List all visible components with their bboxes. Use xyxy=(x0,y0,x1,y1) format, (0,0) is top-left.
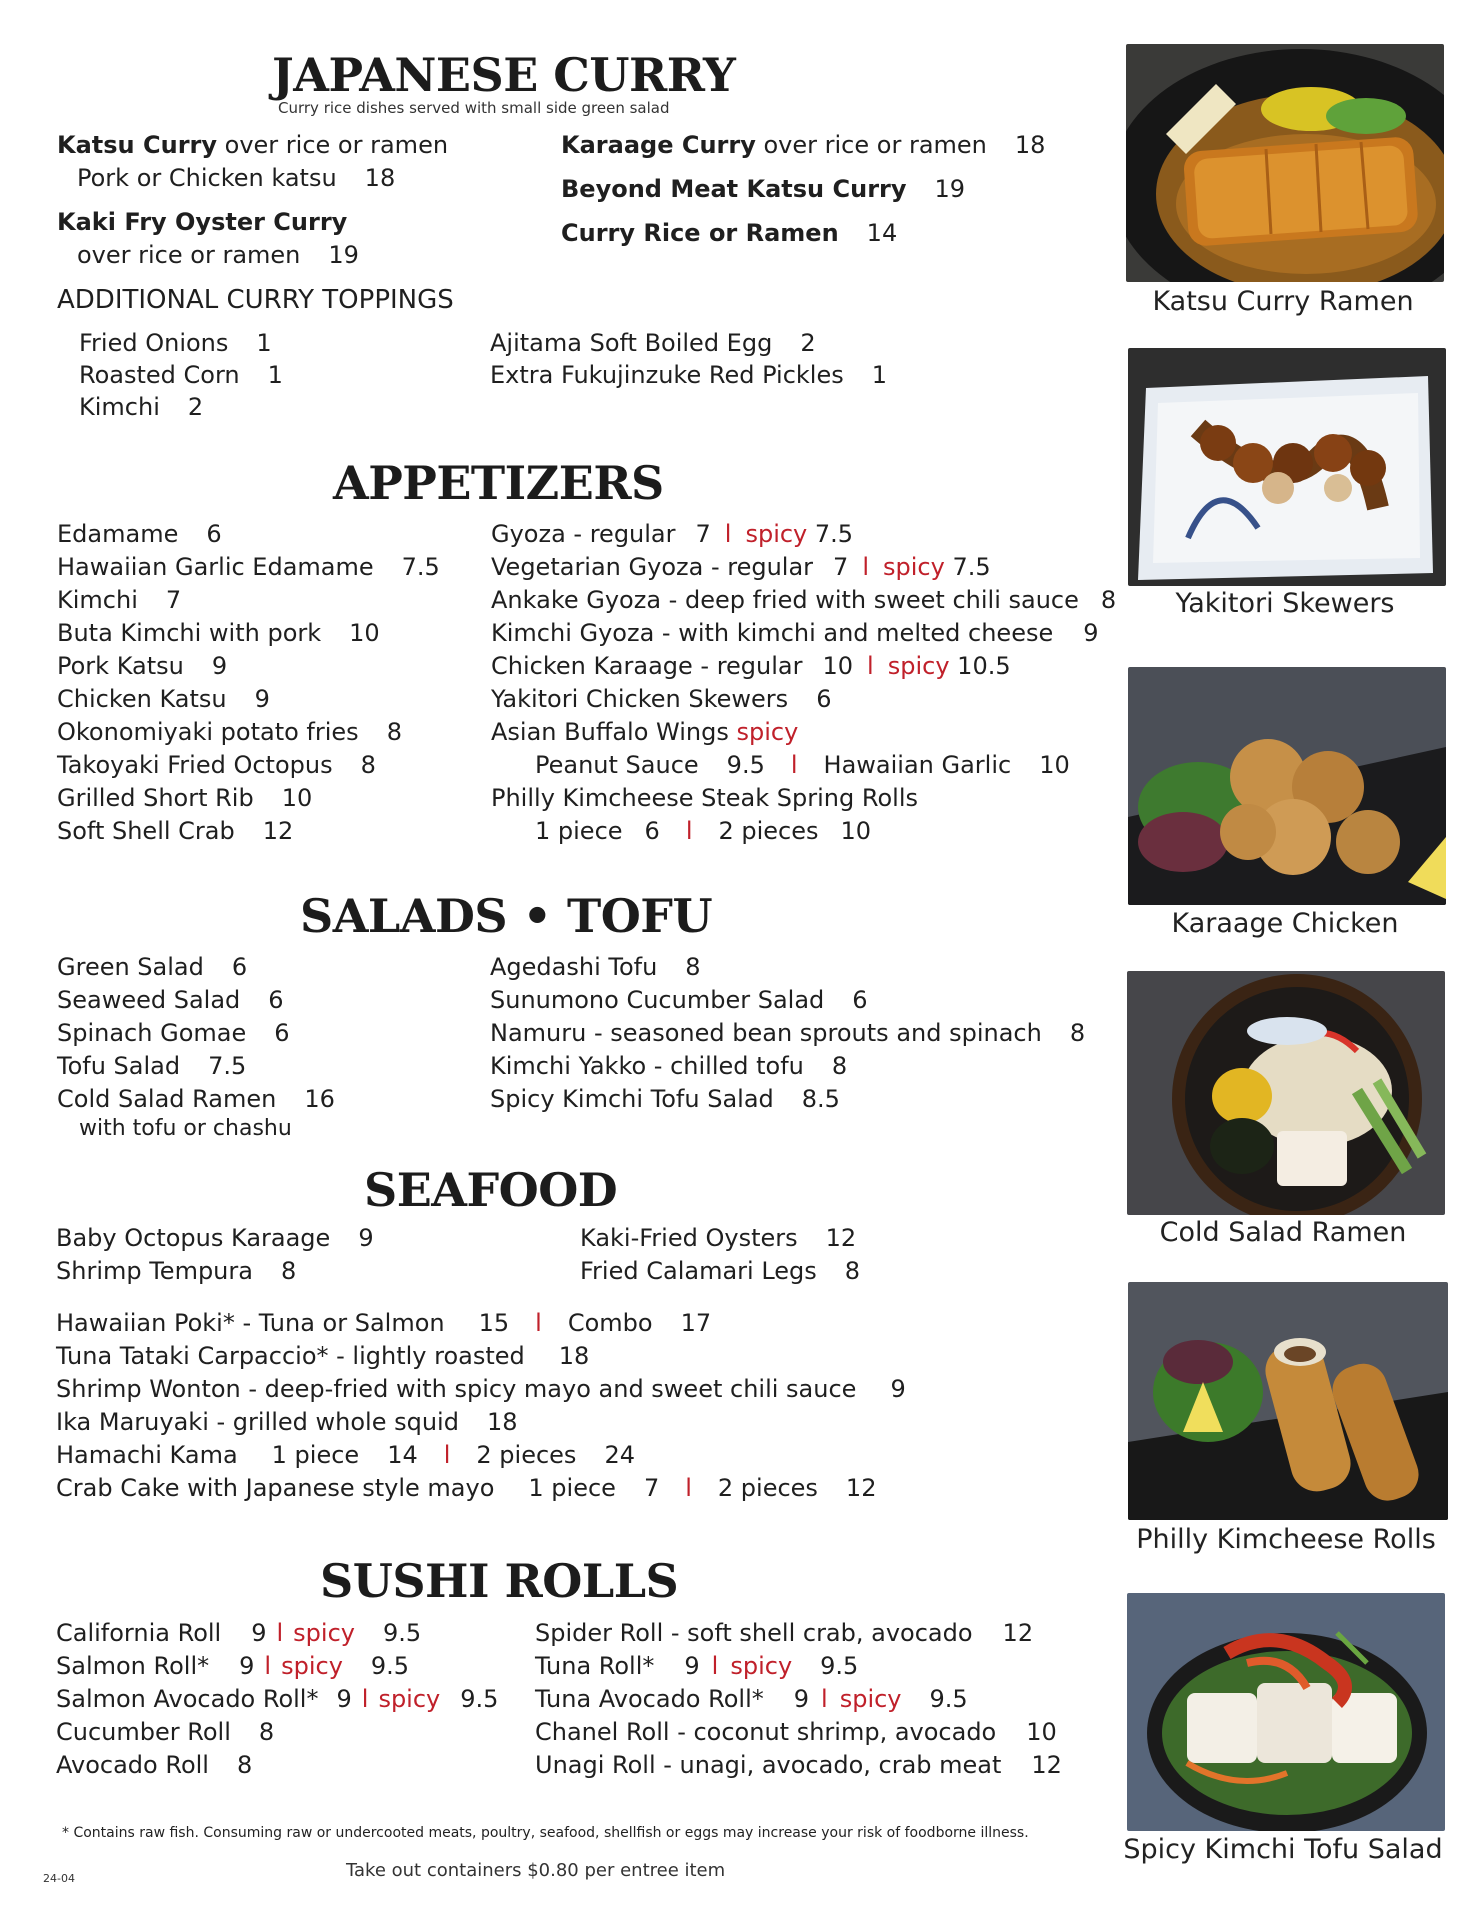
katsu-curry-ramen-photo xyxy=(1126,44,1444,282)
item-name: Ankake Gyoza - deep fried with sweet chili sauce xyxy=(491,586,1079,614)
item-price: 7.5 xyxy=(208,1052,247,1080)
item-name: Buta Kimchi with pork xyxy=(57,619,322,647)
item-name: Chicken Katsu xyxy=(57,685,227,713)
spicy-label: spicy xyxy=(839,1685,902,1713)
item-option: 1 piece xyxy=(271,1441,360,1469)
separator: l xyxy=(821,1685,828,1713)
menu-item xyxy=(56,1307,906,1340)
item-name: Fried Calamari Legs xyxy=(580,1257,817,1285)
item-price: 7 xyxy=(695,520,711,548)
item-price: 19 xyxy=(328,241,359,269)
sushi-title: SUSHI ROLLS xyxy=(320,1554,679,1608)
item-price: 8 xyxy=(360,751,376,779)
item-name: Sunumono Cucumber Salad xyxy=(490,986,825,1014)
item-price: 9 xyxy=(1083,619,1099,647)
item-desc: over rice or ramen xyxy=(763,131,987,159)
item-price: 9 xyxy=(211,652,228,680)
item-price: 6 xyxy=(644,817,660,845)
menu-item xyxy=(56,1340,906,1373)
item-name: Cold Salad Ramen xyxy=(57,1085,277,1113)
sushi-left xyxy=(56,1617,498,1782)
menu-item xyxy=(56,1617,498,1650)
menu-item xyxy=(57,951,335,984)
separator: l xyxy=(790,751,798,779)
spicy-kimchi-tofu-salad-photo xyxy=(1127,1593,1445,1831)
spicy-label: spicy xyxy=(281,1652,343,1680)
menu-item xyxy=(491,617,1116,650)
seafood-list xyxy=(56,1307,906,1505)
item-name: Spider Roll - soft shell crab, avocado xyxy=(535,1619,973,1647)
item-price: 9.5 xyxy=(820,1652,859,1680)
photo-caption: Yakitori Skewers xyxy=(1175,588,1395,619)
item-price: 6 xyxy=(852,986,868,1014)
item-name: Vegetarian Gyoza - regular xyxy=(491,553,814,581)
spicy-label: spicy xyxy=(882,553,945,581)
menu-item xyxy=(57,650,440,683)
separator: l xyxy=(724,520,732,548)
yakitori-skewers-photo xyxy=(1128,348,1446,586)
item-price: 8 xyxy=(844,1257,861,1285)
separator: l xyxy=(264,1652,272,1680)
item-price: 10 xyxy=(822,652,854,680)
item-name: Ajitama Soft Boiled Egg xyxy=(490,329,773,357)
menu-item xyxy=(490,1050,1085,1083)
menu-item xyxy=(490,1083,1085,1116)
menu-item xyxy=(490,327,887,359)
item-price: 9.5 xyxy=(929,1685,968,1713)
item-name: California Roll xyxy=(56,1619,222,1647)
item-name: Cucumber Roll xyxy=(56,1718,231,1746)
menu-item xyxy=(57,1017,335,1050)
item-name: Tuna Tataki Carpaccio* - lightly roasted xyxy=(56,1342,525,1370)
item-name: Soft Shell Crab xyxy=(57,817,235,845)
item-name: Chicken Karaage - regular xyxy=(491,652,803,680)
menu-item xyxy=(57,782,440,815)
takeout-note: Take out containers $0.80 per entree item xyxy=(346,1860,726,1881)
menu-item xyxy=(57,749,440,782)
menu-item xyxy=(535,1650,1062,1683)
item-price: 14 xyxy=(866,219,898,247)
item-name: Seaweed Salad xyxy=(57,986,241,1014)
appetizers-title: APPETIZERS xyxy=(333,456,664,510)
menu-item xyxy=(77,239,359,272)
item-name: Hawaiian Poki* - Tuna or Salmon xyxy=(56,1309,445,1337)
seafood-title: SEAFOOD xyxy=(364,1163,618,1217)
item-price: 18 xyxy=(558,1342,590,1370)
menu-item xyxy=(56,1650,498,1683)
menu-item xyxy=(56,1749,498,1782)
item-option: 2 pieces xyxy=(476,1441,577,1469)
item-option: 2 pieces xyxy=(718,817,819,845)
item-name: Kimchi xyxy=(79,393,160,421)
menu-item xyxy=(491,551,1116,584)
item-price: 16 xyxy=(304,1085,335,1113)
item-name: Hawaiian Garlic Edamame xyxy=(57,553,374,581)
item-price: 6 xyxy=(206,520,222,548)
photo-caption: Spicy Kimchi Tofu Salad xyxy=(1123,1834,1443,1865)
photo-caption: Philly Kimcheese Rolls xyxy=(1136,1524,1436,1555)
item-price: 18 xyxy=(364,164,396,192)
item-price: 7.5 xyxy=(401,553,440,581)
menu-item xyxy=(491,782,1116,815)
item-name: Baby Octopus Karaage xyxy=(56,1224,331,1252)
spicy-label: spicy xyxy=(293,1619,355,1647)
item-option: Combo xyxy=(567,1309,653,1337)
item-name: Tuna Avocado Roll* xyxy=(535,1685,764,1713)
item-price: 8 xyxy=(258,1718,275,1746)
item-price: 15 xyxy=(478,1309,510,1337)
item-name: Shrimp Tempura xyxy=(56,1257,253,1285)
item-name: Kimchi Gyoza - with kimchi and melted cheese xyxy=(491,619,1054,647)
item-name: Kaki Fry Oyster Curry xyxy=(57,208,348,236)
item-price: 19 xyxy=(934,175,966,203)
menu-code: 24-04 xyxy=(43,1872,75,1885)
item-price: 7.5 xyxy=(814,520,854,548)
karaage-chicken-photo xyxy=(1128,667,1446,905)
item-price: 10 xyxy=(1039,751,1070,779)
item-desc: over rice or ramen xyxy=(224,131,449,159)
item-name: Philly Kimcheese Steak Spring Rolls xyxy=(491,784,918,812)
item-price: 6 xyxy=(231,953,248,981)
item-name: Karaage Curry xyxy=(561,131,756,159)
item-price: 2 xyxy=(800,329,816,357)
item-price: 9 xyxy=(684,1652,700,1680)
item-name: Hamachi Kama xyxy=(56,1441,238,1469)
item-price: 8 xyxy=(685,953,701,981)
item-desc: over rice or ramen xyxy=(77,241,301,269)
item-option: 1 piece xyxy=(528,1474,616,1502)
seafood-left xyxy=(56,1222,374,1288)
toppings-left xyxy=(79,327,283,423)
item-name: Green Salad xyxy=(57,953,204,981)
item-name: Pork Katsu xyxy=(57,652,184,680)
menu-item xyxy=(57,1083,335,1116)
photo-caption: Cold Salad Ramen xyxy=(1159,1217,1407,1248)
menu-item xyxy=(56,1373,906,1406)
item-price: 9.5 xyxy=(726,751,765,779)
menu-item xyxy=(491,815,1116,848)
separator: l xyxy=(685,1474,692,1502)
item-price: 18 xyxy=(486,1408,518,1436)
menu-item xyxy=(57,206,347,239)
menu-item xyxy=(56,1472,906,1505)
menu-item xyxy=(57,716,440,749)
item-price: 7 xyxy=(833,553,849,581)
menu-item xyxy=(535,1749,1062,1782)
seafood-right xyxy=(580,1222,860,1288)
separator: l xyxy=(711,1652,719,1680)
menu-item xyxy=(491,749,1116,782)
menu-item xyxy=(57,518,440,551)
item-price: 10 xyxy=(1026,1718,1057,1746)
item-price: 24 xyxy=(604,1441,635,1469)
photo-caption: Katsu Curry Ramen xyxy=(1152,286,1414,317)
item-price: 1 xyxy=(871,361,887,389)
raw-fish-warning: * Contains raw fish. Consuming raw or undercooted meats, poultry, seafood, shellfish or eggs may increase your risk of foodborne illness. xyxy=(62,1825,1029,1841)
menu-item xyxy=(491,683,1116,716)
menu-item xyxy=(57,1050,335,1083)
menu-item xyxy=(79,391,283,423)
item-name: Shrimp Wonton - deep-fried with spicy mayo and sweet chili sauce xyxy=(56,1375,857,1403)
appetizers-left xyxy=(57,518,440,848)
menu-item xyxy=(56,1222,374,1255)
menu-item xyxy=(79,359,283,391)
item-name: Agedashi Tofu xyxy=(490,953,658,981)
item-price: 9.5 xyxy=(382,1619,422,1647)
separator: l xyxy=(867,652,874,680)
item-price: 6 xyxy=(268,986,284,1014)
item-price: 10 xyxy=(281,784,313,812)
item-option: 1 piece xyxy=(535,817,623,845)
menu-item xyxy=(56,1716,498,1749)
item-name: Okonomiyaki potato fries xyxy=(57,718,359,746)
item-name: Edamame xyxy=(57,520,179,548)
menu-item xyxy=(491,716,1116,749)
item-price: 12 xyxy=(825,1224,857,1252)
item-price: 1 xyxy=(256,329,272,357)
menu-item xyxy=(57,984,335,1017)
item-price: 10.5 xyxy=(957,652,1011,680)
menu-item xyxy=(535,1683,1062,1716)
separator: l xyxy=(276,1619,284,1647)
menu-item xyxy=(79,327,283,359)
item-desc: Pork or Chicken katsu xyxy=(77,164,337,192)
item-name: Avocado Roll xyxy=(56,1751,209,1779)
item-name: Grilled Short Rib xyxy=(57,784,254,812)
menu-item xyxy=(490,1017,1085,1050)
separator: l xyxy=(685,817,693,845)
item-name: Tuna Roll* xyxy=(535,1652,655,1680)
menu-item xyxy=(491,650,1116,683)
item-price: 8.5 xyxy=(801,1085,840,1113)
toppings-title: ADDITIONAL CURRY TOPPINGS xyxy=(57,285,454,315)
menu-item xyxy=(56,1683,498,1716)
separator: l xyxy=(443,1441,451,1469)
item-name: Ika Maruyaki - grilled whole squid xyxy=(56,1408,459,1436)
menu-item xyxy=(561,173,965,206)
item-price: 14 xyxy=(387,1441,418,1469)
item-price: 12 xyxy=(262,817,294,845)
item-price: 12 xyxy=(845,1474,877,1502)
spicy-label: spicy xyxy=(745,520,808,548)
item-price: 9.5 xyxy=(460,1685,499,1713)
sushi-right xyxy=(535,1617,1062,1782)
menu-item xyxy=(491,584,1116,617)
item-name: Beyond Meat Katsu Curry xyxy=(561,175,907,203)
separator: l xyxy=(862,553,869,581)
menu-item xyxy=(56,1255,374,1288)
item-name: Yakitori Chicken Skewers xyxy=(491,685,789,713)
item-price: 8 xyxy=(386,718,402,746)
item-name: Namuru - seasoned bean sprouts and spinach xyxy=(490,1019,1042,1047)
item-option: 2 pieces xyxy=(717,1474,818,1502)
menu-item xyxy=(57,584,440,617)
menu-item xyxy=(580,1255,860,1288)
curry-title: JAPANESE CURRY xyxy=(272,48,736,102)
curry-subtitle: Curry rice dishes served with small side green salad xyxy=(278,99,670,117)
item-name: Roasted Corn xyxy=(79,361,240,389)
item-price: 12 xyxy=(1031,1751,1062,1779)
salads-title: SALADS • TOFU xyxy=(300,889,713,943)
item-price: 12 xyxy=(1002,1619,1034,1647)
item-price: 8 xyxy=(1100,586,1117,614)
salads-left xyxy=(57,951,335,1142)
item-price: 9 xyxy=(239,1652,255,1680)
item-name: Salmon Roll* xyxy=(56,1652,210,1680)
item-price: 9 xyxy=(793,1685,810,1713)
item-price: 17 xyxy=(680,1309,712,1337)
item-price: 9.5 xyxy=(370,1652,410,1680)
menu-item xyxy=(561,129,1045,162)
toppings-right xyxy=(490,327,887,391)
menu-item xyxy=(57,683,440,716)
spicy-label: spicy xyxy=(730,1652,793,1680)
item-price: 1 xyxy=(267,361,283,389)
menu-item xyxy=(77,162,395,195)
item-name: Unagi Roll - unagi, avocado, crab meat xyxy=(535,1751,1002,1779)
item-price: 9 xyxy=(251,1619,267,1647)
item-price: 8 xyxy=(236,1751,253,1779)
menu-item xyxy=(57,815,440,848)
philly-kimcheese-rolls-photo xyxy=(1128,1282,1448,1520)
item-price: 9 xyxy=(358,1224,374,1252)
item-name: Gyoza - regular xyxy=(491,520,676,548)
item-price: 6 xyxy=(274,1019,290,1047)
item-name: Kaki-Fried Oysters xyxy=(580,1224,798,1252)
item-price: 8 xyxy=(280,1257,297,1285)
cold-salad-ramen-photo xyxy=(1127,971,1445,1215)
menu-item xyxy=(57,551,440,584)
item-name: Fried Onions xyxy=(79,329,229,357)
item-option: Hawaiian Garlic xyxy=(823,751,1012,779)
menu-item xyxy=(57,129,448,162)
item-name: Chanel Roll - coconut shrimp, avocado xyxy=(535,1718,997,1746)
item-name: Extra Fukujinzuke Red Pickles xyxy=(490,361,844,389)
menu-item xyxy=(56,1439,906,1472)
menu-item xyxy=(57,617,440,650)
item-name: Spinach Gomae xyxy=(57,1019,247,1047)
item-name: Kimchi Yakko - chilled tofu xyxy=(490,1052,804,1080)
menu-item xyxy=(561,217,897,250)
item-name: Asian Buffalo Wings xyxy=(491,718,729,746)
item-price: 6 xyxy=(816,685,832,713)
menu-item xyxy=(490,951,1085,984)
item-price: 7.5 xyxy=(952,553,991,581)
spicy-label: spicy xyxy=(887,652,950,680)
item-price: 9 xyxy=(254,685,270,713)
separator: l xyxy=(361,1685,369,1713)
item-name: Curry Rice or Ramen xyxy=(561,219,839,247)
item-price: 2 xyxy=(187,393,204,421)
item-name: Crab Cake with Japanese style mayo xyxy=(56,1474,495,1502)
item-name: Kimchi xyxy=(57,586,138,614)
item-option: Peanut Sauce xyxy=(535,751,699,779)
separator: l xyxy=(535,1309,542,1337)
item-price: 7 xyxy=(643,1474,660,1502)
item-name: Takoyaki Fried Octopus xyxy=(57,751,333,779)
item-price: 9 xyxy=(890,1375,906,1403)
item-price: 10 xyxy=(840,817,872,845)
menu-item xyxy=(491,518,1116,551)
menu-item xyxy=(535,1716,1062,1749)
menu-item xyxy=(580,1222,860,1255)
item-price: 8 xyxy=(831,1052,848,1080)
item-price: 7 xyxy=(165,586,182,614)
item-desc: with tofu or chashu xyxy=(79,1116,292,1141)
item-name: Salmon Avocado Roll* xyxy=(56,1685,319,1713)
spicy-label: spicy xyxy=(378,1685,441,1713)
salads-right xyxy=(490,951,1085,1116)
item-name: Spicy Kimchi Tofu Salad xyxy=(490,1085,774,1113)
item-price: 18 xyxy=(1014,131,1046,159)
menu-item xyxy=(490,359,887,391)
appetizers-right xyxy=(491,518,1116,848)
item-price: 8 xyxy=(1069,1019,1086,1047)
menu-item xyxy=(56,1406,906,1439)
menu-item xyxy=(535,1617,1062,1650)
menu-item xyxy=(490,984,1085,1017)
item-price: 9 xyxy=(336,1685,352,1713)
spicy-label: spicy xyxy=(736,718,799,746)
item-name: Tofu Salad xyxy=(57,1052,181,1080)
photo-caption: Karaage Chicken xyxy=(1171,908,1399,939)
item-name: Katsu Curry xyxy=(57,131,218,159)
item-price: 10 xyxy=(349,619,380,647)
